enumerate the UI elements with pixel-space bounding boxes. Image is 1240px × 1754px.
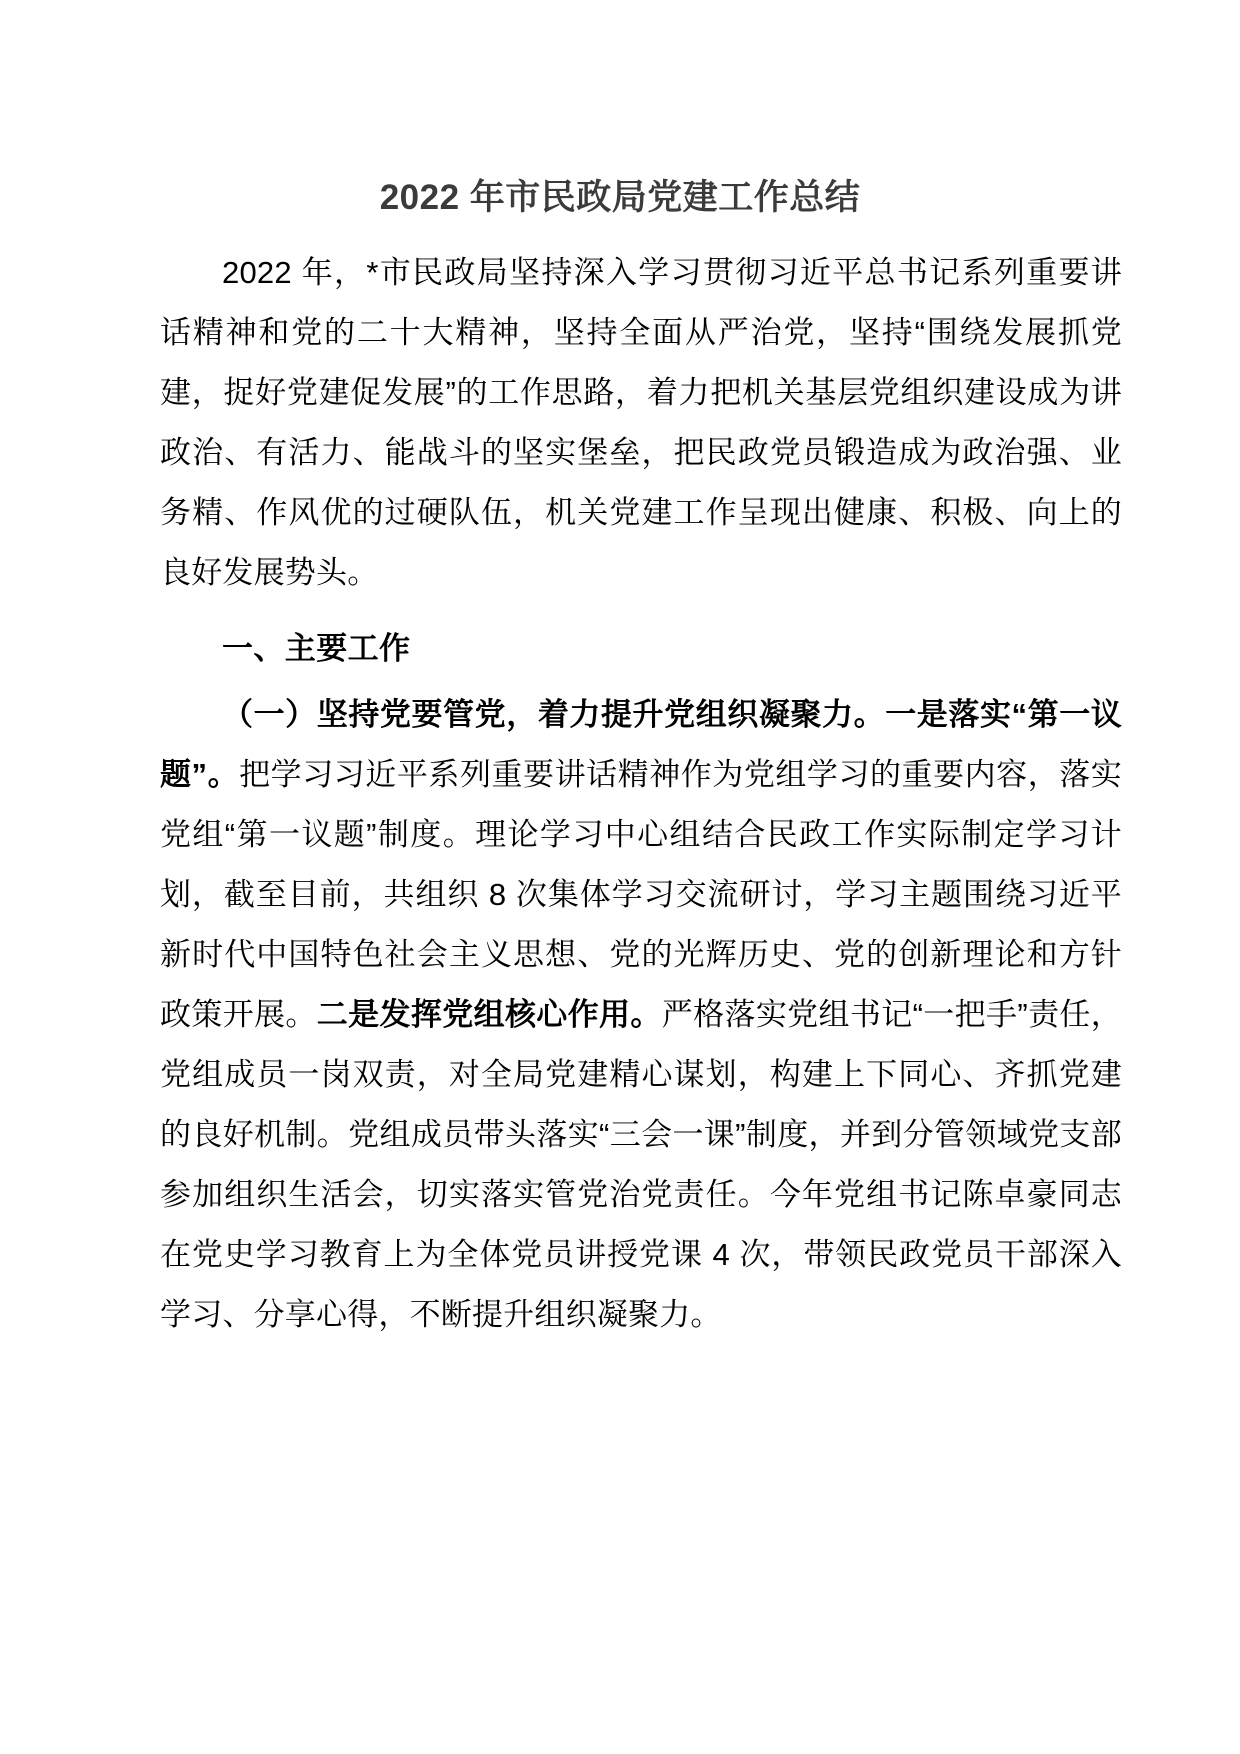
subsection-one-inline-bold: 二是发挥党组核心作用。 <box>316 996 662 1032</box>
subsection-one-body-text-b: 严格落实党组书记“一把手”责任，党组成员一岗双责，对全局党建精心谋划，构建上下同心、齐抓党建的良好机制。党组成员带头落实“三会一课”制度，并到分管领域党支部参加组织生活会，切实落实管党治党责任。今年党组书记陈卓豪同志在党史学习教育上为全体党员讲授党课 4 次，带领民政党员干部深入学习、分享心得，不断提升组织凝聚力。 <box>160 996 1122 1332</box>
section-heading-main-work: 一、主要工作 <box>222 630 411 666</box>
page-title: 2022 年市民政局党建工作总结 <box>379 178 861 217</box>
intro-paragraph: 2022 年，*市民政局坚持深入学习贯彻习近平总书记系列重要讲话精神和党的二十大精神，坚持全面从严治党，坚持“围绕发展抓党建，捉好党建促发展”的工作思路，着力把机关基层党组织建设成为讲政治、有活力、能战斗的坚实堡垒，把民政党员锻造成为政治强、业务精、作风优的过硬队伍，机关党建工作呈现出健康、积极、向上的良好发展势头。 <box>160 254 1122 590</box>
subsection-one-lead-bold: （一）坚持党要管党，着力提升党组织凝聚力。一是落实“第一议题”。 <box>160 696 1122 792</box>
subsection-one-paragraph <box>160 685 1122 1345</box>
subsection-one-body-text-a: 把学习习近平系列重要讲话精神作为党组学习的重要内容，落实党组“第一议题”制度。理论学习中心组结合民政工作实际制定学习计划，截至目前，共组织 8 次集体学习交流研讨，学习主题围绕习近平新时代中国特色社会主义思想、党的光辉历史、党的创新理论和方针政策开展。 <box>160 756 1122 1032</box>
